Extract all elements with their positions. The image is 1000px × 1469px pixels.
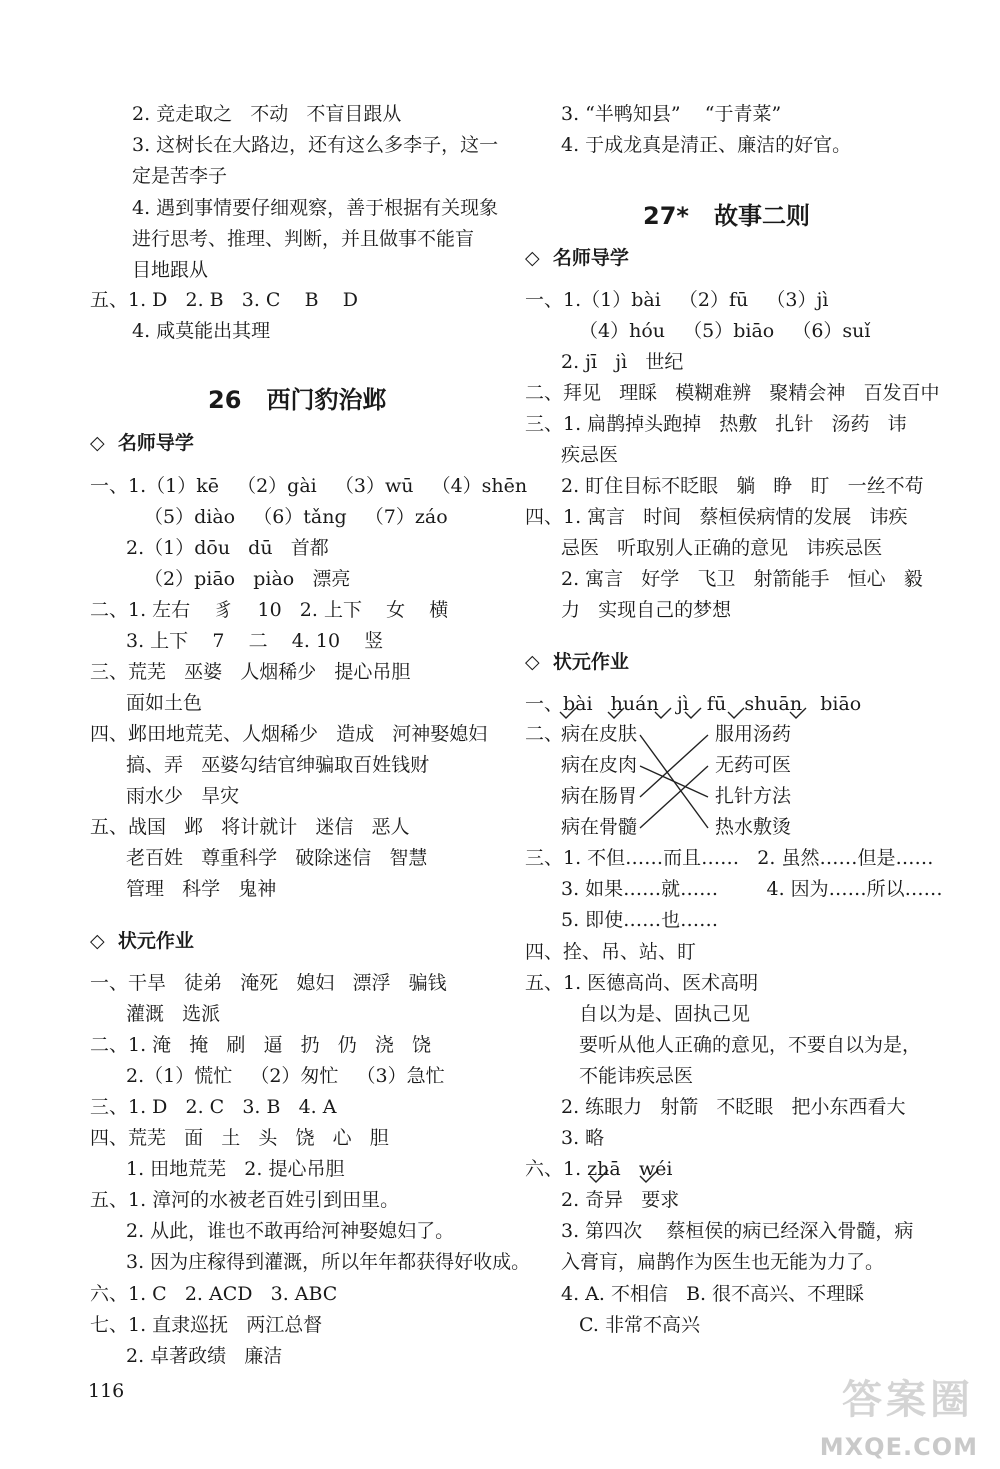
text-line: 要听从他人正确的意见，不要自以为是， bbox=[579, 1034, 922, 1056]
section-heading: ◇ 名师导学 bbox=[525, 247, 629, 269]
lesson-title: 27* 故事二则 bbox=[643, 202, 811, 230]
text-line: 搞、弄 巫婆勾结官绅骗取百姓钱财 bbox=[126, 754, 430, 776]
text-line: 3. 因为庄稼得到灌溉，所以年年都获得好收成。 bbox=[126, 1251, 531, 1273]
text-line: 4. A. 不相信 B. 很不高兴、不理睬 bbox=[561, 1283, 865, 1305]
match-right-item: 扎针方法 bbox=[715, 785, 792, 807]
check-mark bbox=[560, 708, 576, 718]
page-number: 116 bbox=[88, 1380, 125, 1402]
text-line: 三、1. 扁鹊掉头跑掉 热敷 扎针 汤药 讳 bbox=[525, 413, 907, 435]
text-line: 六、1. C 2. ACD 3. ABC bbox=[90, 1283, 338, 1305]
text-line: （5）diào （6）tǎng （7）záo bbox=[144, 506, 448, 528]
text-line: 2.（1）dōu dū 首都 bbox=[126, 537, 329, 559]
check-mark bbox=[685, 708, 701, 718]
text-line: C. 非常不高兴 bbox=[579, 1314, 700, 1336]
text-line: 2. 练眼力 射箭 不眨眼 把小东西看大 bbox=[561, 1096, 906, 1118]
text-line: 3. 这树长在大路边，还有这么多李子，这一 bbox=[132, 134, 499, 156]
check-mark bbox=[640, 1170, 658, 1182]
text-line: 4. 咸莫能出其理 bbox=[132, 320, 271, 342]
check-mark bbox=[608, 708, 624, 718]
watermark-site: MXQE.COM bbox=[819, 1433, 978, 1461]
text-line: 力 实现自己的梦想 bbox=[561, 599, 732, 621]
text-line: 一、1.（1）kē （2）gài （3）wū （4）shēn bbox=[90, 475, 528, 497]
text-line: 三、荒芜 巫婆 人烟稀少 提心吊胆 bbox=[90, 661, 411, 683]
text-line: 管理 科学 鬼神 bbox=[126, 878, 277, 900]
text-line: 疾忌医 bbox=[561, 444, 619, 466]
text-line: 一、bài huán jì fū shuān biāo bbox=[525, 693, 862, 715]
text-line: 3. 第四次 蔡桓侯的病已经深入骨髓，病 bbox=[561, 1220, 914, 1242]
match-right-item: 服用汤药 bbox=[715, 723, 792, 745]
match-right-item: 热水敷烫 bbox=[715, 816, 792, 838]
text-line: 2. 卓著政绩 廉洁 bbox=[126, 1345, 283, 1367]
section-heading: ◇ 状元作业 bbox=[90, 930, 194, 952]
text-line: 六、1. zhā wéi bbox=[525, 1158, 673, 1180]
text-line: 入膏肓，扁鹊作为医生也无能为力了。 bbox=[561, 1251, 885, 1273]
text-line: 2. jī jì 世纪 bbox=[561, 351, 684, 373]
text-line: 进行思考、推理、判断，并且做事不能盲 bbox=[132, 228, 475, 250]
text-line: 七、1. 直隶巡抚 两江总督 bbox=[90, 1314, 323, 1336]
text-line: 目地跟从 bbox=[132, 259, 209, 281]
match-right-item: 无药可医 bbox=[715, 754, 792, 776]
text-line: 五、战国 邺 将计就计 迷信 恶人 bbox=[90, 816, 410, 838]
text-line: 二、1. 左右 豸 10 2. 上下 女 横 bbox=[90, 599, 449, 621]
text-line: 1. 田地荒芜 2. 提心吊胆 bbox=[126, 1158, 345, 1180]
text-line: 2. 寓言 好学 飞卫 射箭能手 恒心 毅 bbox=[561, 568, 923, 590]
text-line: 四、荒芜 面 土 头 饶 心 胆 bbox=[90, 1127, 389, 1149]
text-line: 5. 即使……也…… bbox=[561, 909, 719, 931]
text-line: 一、1.（1）bài （2）fū （3）jì bbox=[525, 289, 829, 311]
check-mark bbox=[790, 708, 806, 718]
check-mark bbox=[728, 708, 744, 718]
text-line: 忌医 听取别人正确的意见 讳疾忌医 bbox=[561, 537, 883, 559]
text-line: 雨水少 旱灾 bbox=[126, 785, 240, 807]
text-line: 五、1. 医德高尚、医术高明 bbox=[525, 972, 759, 994]
match-line bbox=[640, 735, 708, 797]
text-line: 三、1. 不但……而且…… 2. 虽然……但是…… bbox=[525, 847, 934, 869]
text-line: 4. 遇到事情要仔细观察，善于根据有关现象 bbox=[132, 197, 499, 219]
text-line: 2. 从此，谁也不敢再给河神娶媳妇了。 bbox=[126, 1220, 455, 1242]
text-line: 2. 竞走取之 不动 不盲目跟从 bbox=[132, 103, 402, 125]
text-line: 二、1. 淹 掩 刷 逼 扔 仍 浇 饶 bbox=[90, 1034, 431, 1056]
match-left-item: 病在肠胃 bbox=[561, 785, 638, 807]
section-heading: ◇ 状元作业 bbox=[525, 651, 629, 673]
check-mark bbox=[590, 1170, 608, 1182]
match-left-item: 病在皮肤 bbox=[561, 723, 638, 745]
text-line: 四、拴、吊、站、盯 bbox=[525, 941, 697, 963]
check-mark bbox=[655, 708, 671, 718]
text-line: 2.（1）慌忙 （2）匆忙 （3）急忙 bbox=[126, 1065, 445, 1087]
text-line: 3. 上下 7 二 4. 10 竖 bbox=[126, 630, 384, 652]
match-line bbox=[640, 766, 708, 797]
matching-prefix: 二、 bbox=[525, 723, 564, 745]
text-line: 3. 略 bbox=[561, 1127, 605, 1149]
text-line: 五、1. D 2. B 3. C B D bbox=[90, 289, 358, 311]
match-line bbox=[640, 766, 708, 828]
text-line: 自以为是、固执己见 bbox=[579, 1003, 751, 1025]
text-line: 四、邺田地荒芜、人烟稀少 造成 河神娶媳妇 bbox=[90, 723, 488, 745]
lesson-title: 26 西门豹治邺 bbox=[208, 386, 387, 414]
text-line: 面如土色 bbox=[126, 692, 203, 714]
text-line: 二、拜见 理睬 模糊难辨 聚精会神 百发百中 bbox=[525, 382, 940, 404]
text-line: 老百姓 尊重科学 破除迷信 智慧 bbox=[126, 847, 428, 869]
text-line: 定是苦李子 bbox=[132, 165, 228, 187]
text-line: 四、1. 寓言 时间 蔡桓侯病情的发展 讳疾 bbox=[525, 506, 908, 528]
text-line: 不能讳疾忌医 bbox=[579, 1065, 694, 1087]
text-line: 一、干旱 徒弟 淹死 媳妇 漂浮 骗钱 bbox=[90, 972, 447, 994]
text-line: 五、1. 漳河的水被老百姓引到田里。 bbox=[90, 1189, 400, 1211]
text-line: 3. “半鸭知县” “于青菜” bbox=[561, 103, 782, 125]
section-heading: ◇ 名师导学 bbox=[90, 432, 194, 454]
text-line: 2. 盯住目标不眨眼 躺 睁 盯 一丝不苟 bbox=[561, 475, 924, 497]
text-line: 4. 于成龙真是清正、廉洁的好官。 bbox=[561, 134, 852, 156]
text-line: （2）piāo piào 漂亮 bbox=[144, 568, 351, 590]
text-line: 灌溉 选派 bbox=[126, 1003, 221, 1025]
text-line: 3. 如果……就…… 4. 因为……所以…… bbox=[561, 878, 943, 900]
watermark-logo: 答案圈 bbox=[842, 1377, 974, 1423]
text-line: 2. 奇异 要求 bbox=[561, 1189, 680, 1211]
text-line: （4）hóu （5）biāo （6）suǐ bbox=[579, 320, 871, 342]
match-left-item: 病在皮肉 bbox=[561, 754, 638, 776]
match-left-item: 病在骨髓 bbox=[561, 816, 638, 838]
text-line: 三、1. D 2. C 3. B 4. A bbox=[90, 1096, 337, 1118]
